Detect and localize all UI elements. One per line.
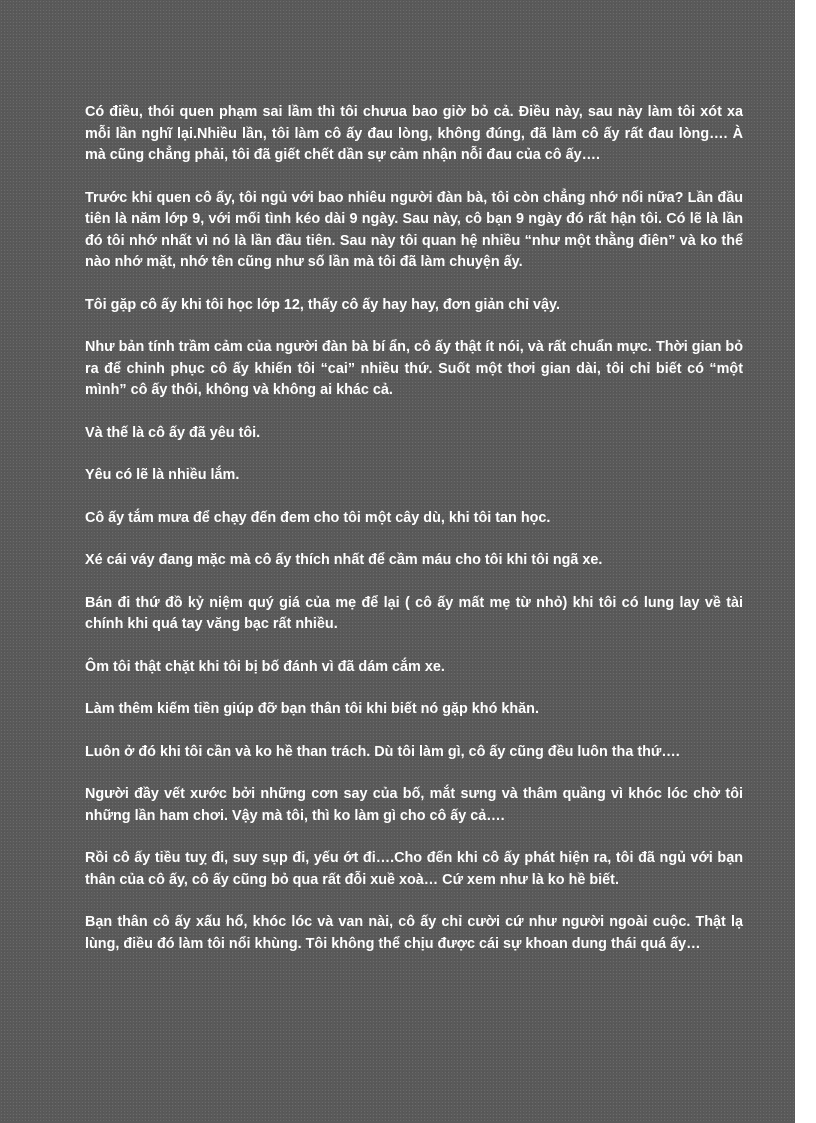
paragraph-15: Bạn thân cô ấy xấu hổ, khóc lóc và van nài, cô ấy chỉ cười cứ như người ngoài cuộc. Thật lạ lùng, điều đó làm tôi nổi khùng. Tôi không thể chịu được cái sự khoan dung thái quá ấy… [85,914,743,952]
paragraph-1: Có điều, thói quen phạm sai lầm thì tôi chưua bao giờ bỏ cả. Điều này, sau này làm tôi xót xa mỗi lần nghĩ lại.Nhiều lần, tôi làm cô ấy đau lòng, không đúng, đã làm cô ấy rất đau lòng…. À mà cũng chẳng phải, tôi đã giết chết dần sự cảm nhận nỗi đau của cô ấy…. [85,104,743,163]
paragraph-6: Yêu có lẽ là nhiều lắm. [85,467,240,483]
paragraph-9: Bán đi thứ đồ kỷ niệm quý giá của mẹ để lại ( cô ấy mất mẹ từ nhỏ) khi tôi có lung lay về tài chính khi quá tay văng bạc rất nhiều. [85,594,743,632]
paragraph-5: Và thế là cô ấy đã yêu tôi. [85,424,261,441]
paragraph-8: Xé cái váy đang mặc mà cô ấy thích nhất để cầm máu cho tôi khi tôi ngã xe. [85,552,603,568]
paragraph-11: Làm thêm kiếm tiền giúp đỡ bạn thân tôi khi biết nó gặp khó khăn. [85,701,539,717]
paragraph-3: Tôi gặp cô ấy khi tôi học lớp 12, thấy cô ấy hay hay, đơn giản chỉ vậy. [85,296,560,313]
paragraph-7: Cô ấy tắm mưa để chạy đến đem cho tôi một cây dù, khi tôi tan học. [85,509,551,526]
paragraph-4: Như bản tính trầm cảm của người đàn bà bí ẩn, cô ấy thật ít nói, và rất chuẩn mực. Thời gian bỏ ra để chinh phục cô ấy khiến tôi “cai” nhiều thứ. Suốt một thơi gian dài, tôi chỉ biết có “một mình” cô ấy thôi, không và không ai khác cả. [85,339,743,398]
page-margin [795,0,816,1123]
paragraph-13: Người đầy vết xước bởi những cơn say của bố, mắt sưng và thâm quầng vì khóc lóc chờ tôi những lần ham chơi. Vậy mà tôi, thì ko làm gì cho cô ấy cả…. [85,786,743,824]
body-text [85,102,743,976]
paragraph-14: Rồi cô ấy tiều tuỵ đi, suy sụp đi, yếu ớt đi….Cho đến khi cô ấy phát hiện ra, tôi đã ngủ với bạn thân của cô ấy, cô ấy cũng bỏ qua rất đỗi xuề xoà… Cứ xem như là ko hề biết. [85,850,743,888]
paragraph-10: Ôm tôi thật chặt khi tôi bị bố đánh vì đã dám cắm xe. [85,658,445,675]
paragraph-2: Trước khi quen cô ấy, tôi ngủ với bao nhiêu người đàn bà, tôi còn chẳng nhớ nổi nữa? Lần đầu tiên là năm lớp 9, với mối tình kéo dài 9 ngày. Sau này, cô bạn 9 ngày đó rất hận tôi. Có lẽ là lần đó tôi nhớ nhất vì nó là lần đầu tiên. Sau này tôi quan hệ nhiều “như một thằng điên” và ko thể nào nhớ mặt, nhớ tên cũng như số lần mà tôi đã làm chuyện ấy. [85,189,743,270]
paragraph-12: Luôn ở đó khi tôi cần và ko hề than trách. Dù tôi làm gì, cô ấy cũng đều luôn tha thứ…. [85,743,680,760]
